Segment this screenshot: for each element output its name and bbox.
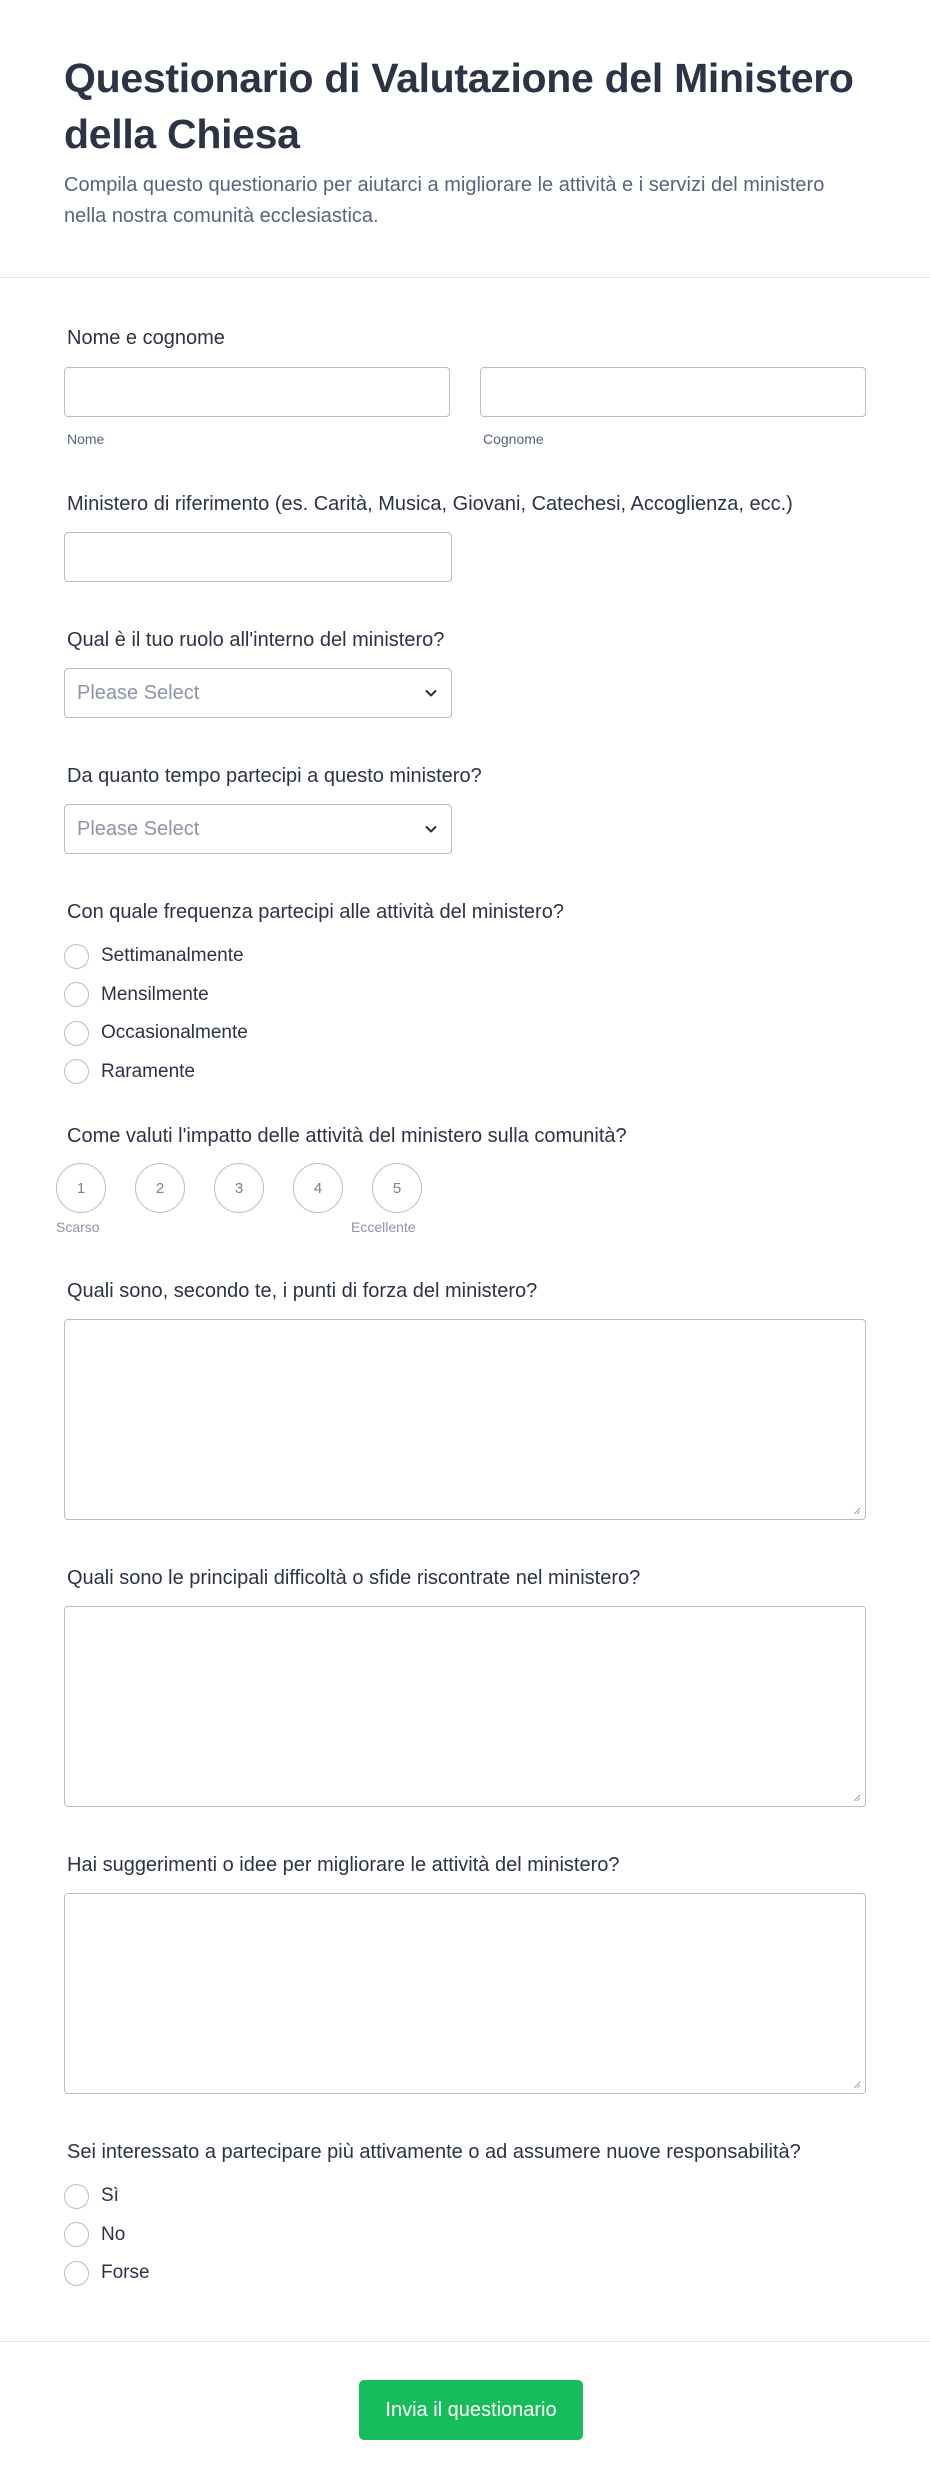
strengths-textarea[interactable]: [64, 1319, 866, 1520]
resize-grip-icon[interactable]: [851, 1792, 861, 1802]
radio-button[interactable]: [64, 1059, 89, 1084]
question-name: [64, 325, 866, 447]
frequency-option-label: Settimanalmente: [101, 945, 244, 967]
last-name-sublabel: Cognome: [483, 431, 544, 447]
chevron-down-icon: [423, 685, 439, 701]
involvement-option[interactable]: [64, 2254, 866, 2293]
radio-button[interactable]: [64, 944, 89, 969]
involvement-option-label: No: [101, 2223, 126, 2245]
duration-select-placeholder: Please Select: [77, 817, 200, 840]
question-frequency-label: Con quale frequenza partecipi alle attività del ministero?: [67, 901, 564, 923]
question-duration-label: Da quanto tempo partecipi a questo ministero?: [67, 765, 482, 787]
frequency-option[interactable]: [64, 937, 866, 976]
first-name-input[interactable]: [64, 367, 450, 417]
question-involvement-label: Sei interessato a partecipare più attivamente o ad assumere nuove responsabilità?: [67, 2141, 801, 2163]
question-ministry: [64, 491, 866, 582]
radio-button[interactable]: [64, 2184, 89, 2209]
question-duration: [64, 763, 866, 854]
impact-scale: [56, 1163, 866, 1213]
page-subtitle: Compila questo questionario per aiutarci a migliorare le attività e i servizi del ministero nella nostra comunità ecclesiastica.: [64, 174, 825, 227]
question-role-label: Qual è il tuo ruolo all'interno del ministero?: [67, 629, 445, 651]
scale-option-4[interactable]: 4: [293, 1163, 343, 1213]
radio-button[interactable]: [64, 1021, 89, 1046]
scale-option-3[interactable]: 3: [214, 1163, 264, 1213]
involvement-option[interactable]: [64, 2177, 866, 2216]
role-select[interactable]: [64, 668, 452, 718]
scale-min-caption: Scarso: [56, 1219, 100, 1235]
challenges-textarea[interactable]: [64, 1606, 866, 1807]
role-select-placeholder: Please Select: [77, 681, 200, 704]
ministry-input[interactable]: [64, 532, 452, 582]
question-suggestions-label: Hai suggerimenti o idee per migliorare le attività del ministero?: [67, 1854, 620, 1876]
radio-button[interactable]: [64, 2222, 89, 2247]
question-ministry-label: Ministero di riferimento (es. Carità, Musica, Giovani, Catechesi, Accoglienza, ecc.): [67, 493, 793, 515]
question-challenges: [64, 1565, 866, 1807]
question-strengths: [64, 1278, 866, 1520]
involvement-option[interactable]: [64, 2216, 866, 2255]
scale-option-2[interactable]: 2: [135, 1163, 185, 1213]
resize-grip-icon[interactable]: [851, 2079, 861, 2089]
question-name-label: Nome e cognome: [67, 327, 225, 349]
frequency-options: [64, 937, 866, 1091]
frequency-option[interactable]: [64, 976, 866, 1015]
involvement-option-label: Forse: [101, 2262, 150, 2284]
question-frequency: [64, 899, 866, 1091]
scale-max-caption: Eccellente: [351, 1219, 416, 1235]
suggestions-textarea[interactable]: [64, 1893, 866, 2094]
submit-button[interactable]: Invia il questionario: [359, 2380, 583, 2440]
question-involvement: [64, 2139, 866, 2293]
last-name-input[interactable]: [480, 367, 866, 417]
radio-button[interactable]: [64, 2261, 89, 2286]
form-body: [0, 325, 930, 2293]
question-role: [64, 627, 866, 718]
scale-option-1[interactable]: 1: [56, 1163, 106, 1213]
duration-select[interactable]: [64, 804, 452, 854]
involvement-option-label: Sì: [101, 2185, 119, 2207]
frequency-option[interactable]: [64, 1053, 866, 1092]
frequency-option-label: Mensilmente: [101, 983, 209, 1005]
frequency-option-label: Raramente: [101, 1060, 195, 1082]
resize-grip-icon[interactable]: [851, 1505, 861, 1515]
question-strengths-label: Quali sono, secondo te, i punti di forza del ministero?: [67, 1280, 538, 1302]
chevron-down-icon: [423, 821, 439, 837]
first-name-sublabel: Nome: [67, 431, 105, 447]
question-challenges-label: Quali sono le principali difficoltà o sfide riscontrate nel ministero?: [67, 1567, 641, 1589]
involvement-options: [64, 2177, 866, 2293]
frequency-option[interactable]: [64, 1014, 866, 1053]
form-header: [0, 0, 930, 278]
page-title: Questionario di Valutazione del Ministero della Chiesa: [64, 55, 854, 157]
radio-button[interactable]: [64, 982, 89, 1007]
scale-option-5[interactable]: 5: [372, 1163, 422, 1213]
frequency-option-label: Occasionalmente: [101, 1022, 248, 1044]
question-impact-label: Come valuti l'impatto delle attività del ministero sulla comunità?: [67, 1125, 627, 1147]
question-impact: [56, 1123, 866, 1239]
form-footer: [0, 2341, 930, 2487]
question-suggestions: [64, 1852, 866, 2094]
